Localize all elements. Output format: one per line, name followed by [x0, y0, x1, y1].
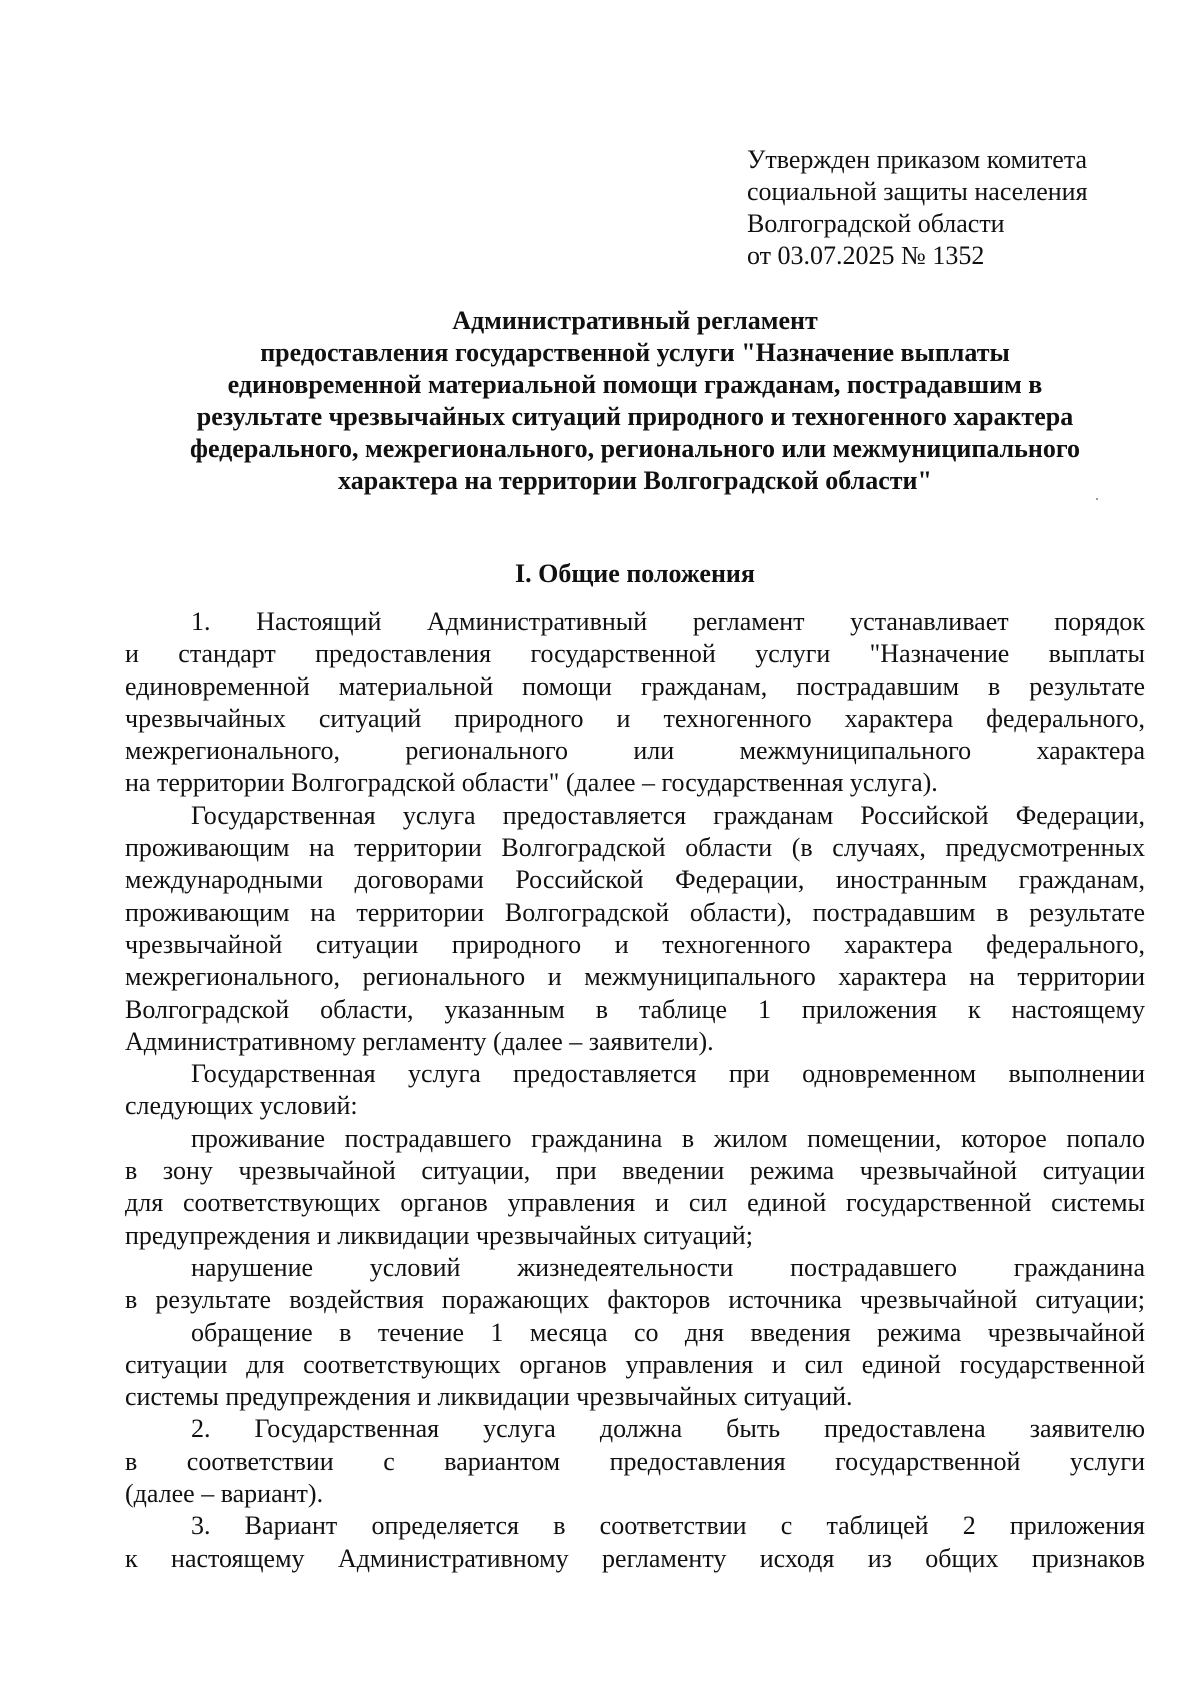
- body-line: системы предупреждения и ликвидации чрезвычайных ситуаций.: [125, 1382, 853, 1412]
- title-line: предоставления государственной услуги "Назначение выплаты: [260, 338, 1010, 367]
- body-line: (далее – вариант).: [125, 1479, 324, 1509]
- body-line: проживающим на территории Волгоградской области (в случаях, предусмотренных: [125, 833, 1145, 863]
- body-line: в соответствии с вариантом предоставления государственной услуги: [125, 1446, 1145, 1476]
- body-line: обращение в течение 1 месяца со дня введения режима чрезвычайной: [191, 1317, 1145, 1347]
- body-line: проживание пострадавшего гражданина в жилом помещении, которое попало: [191, 1123, 1145, 1153]
- approval-line: социальной защиты населения: [747, 177, 1088, 206]
- body-line: единовременной материальной помощи гражданам, пострадавшим в результате: [125, 671, 1145, 701]
- body-line: 3. Вариант определяется в соответствии с таблицей 2 приложения: [191, 1511, 1145, 1541]
- body-line: чрезвычайной ситуации природного и техногенного характера федерального,: [125, 929, 1145, 959]
- body-line: в результате воздействия поражающих факторов источника чрезвычайной ситуации;: [125, 1285, 1145, 1315]
- body-line: Административному регламенту (далее – заявители).: [125, 1026, 714, 1056]
- body-line: на территории Волгоградской области" (далее – государственная услуга).: [125, 768, 938, 798]
- scan-dot: [1096, 498, 1098, 500]
- body-line: следующих условий:: [125, 1091, 358, 1121]
- body-line: нарушение условий жизнедеятельности пострадавшего гражданина: [191, 1252, 1145, 1282]
- body-line: предупреждения и ликвидации чрезвычайных ситуаций;: [125, 1220, 753, 1250]
- body-line: межрегионального, регионального или межмуниципального характера: [125, 736, 1145, 766]
- body-text: [125, 606, 1145, 1575]
- body-line: и стандарт предоставления государственной услуги "Назначение выплаты: [125, 639, 1145, 669]
- approval-line: Утвержден приказом комитета: [747, 145, 1088, 174]
- document-title: [125, 305, 1145, 497]
- body-line: 1. Настоящий Административный регламент устанавливает порядок: [191, 607, 1145, 636]
- body-line: межрегионального, регионального и межмуниципального характера на территории: [125, 962, 1145, 992]
- approval-line: Волгоградской области: [747, 209, 1005, 238]
- body-line: Волгоградской области, указанным в таблице 1 приложения к настоящему: [125, 994, 1145, 1024]
- approval-stamp: [747, 144, 1167, 272]
- body-line: 2. Государственная услуга должна быть предоставлена заявителю: [191, 1414, 1145, 1444]
- body-line: ситуации для соответствующих органов управления и сил единой государственной: [125, 1349, 1145, 1379]
- body-line: в зону чрезвычайной ситуации, при введении режима чрезвычайной ситуации: [125, 1156, 1145, 1186]
- body-line: международными договорами Российской Федерации, иностранным гражданам,: [125, 865, 1145, 895]
- title-line: характера на территории Волгоградской области": [338, 466, 932, 495]
- approval-line: от 03.07.2025 № 1352: [747, 241, 985, 270]
- body-line: чрезвычайных ситуаций природного и техногенного характера федерального,: [125, 703, 1145, 733]
- title-line: Административный регламент: [452, 306, 818, 335]
- body-line: для соответствующих органов управления и сил единой государственной системы: [125, 1188, 1145, 1218]
- body-line: к настоящему Административному регламенту исходя из общих признаков: [125, 1543, 1145, 1573]
- section-heading: I. Общие положения: [515, 559, 755, 588]
- title-line: результате чрезвычайных ситуаций природного и техногенного характера: [196, 402, 1074, 431]
- body-line: Государственная услуга предоставляется гражданам Российской Федерации,: [191, 800, 1145, 830]
- title-line: федерального, межрегионального, регионального или межмуниципального: [189, 434, 1081, 463]
- title-line: единовременной материальной помощи гражданам, пострадавшим в: [227, 370, 1043, 399]
- body-line: проживающим на территории Волгоградской области), пострадавшим в результате: [125, 897, 1145, 927]
- body-line: Государственная услуга предоставляется при одновременном выполнении: [191, 1059, 1145, 1089]
